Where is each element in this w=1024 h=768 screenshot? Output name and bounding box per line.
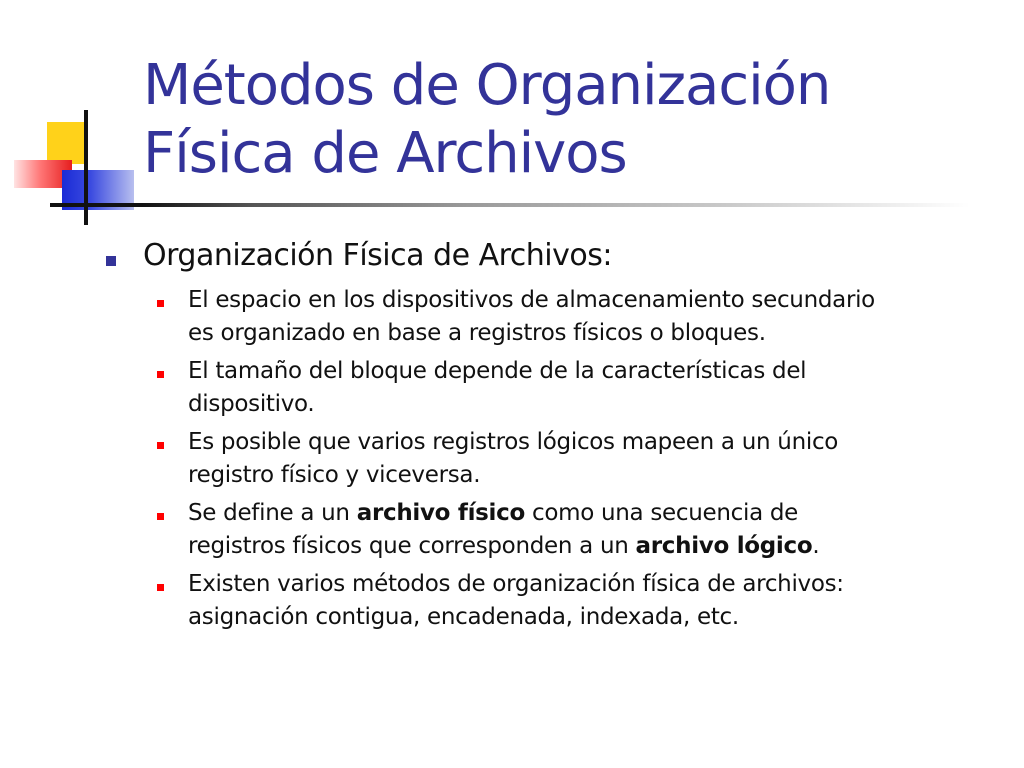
title-divider [50,203,970,207]
item-line [188,530,988,563]
list-item [188,355,988,421]
item-line [188,497,988,530]
item-line: registro físico y viceversa. [188,462,481,488]
item-line: El tamaño del bloque depende de la características del [188,358,807,384]
bold-term-archivo-logico: archivo lógico [635,533,813,559]
level1-bullet [106,256,116,266]
title-line-2: Física de Archivos [143,121,627,186]
item-text: como una secuencia de [524,500,799,526]
item-line: dispositivo. [188,391,315,417]
slide-title [143,52,983,188]
item-line: El espacio en los dispositivos de almacenamiento secundario [188,287,875,313]
title-line-1: Métodos de Organización [143,53,831,118]
level2-bullet [157,371,164,378]
bold-term-archivo-fisico: archivo físico [356,500,525,526]
section-heading: Organización Física de Archivos: [143,238,612,273]
level2-bullet [157,300,164,307]
level2-bullet [157,513,164,520]
item-line: es organizado en base a registros físicos o bloques. [188,320,766,346]
level2-bullet [157,584,164,591]
item-line: asignación contigua, encadenada, indexada, etc. [188,604,739,630]
list-item [188,497,988,563]
bullet-list [188,284,988,639]
list-item [188,568,988,634]
item-text: . [812,533,820,559]
item-text: registros físicos que corresponden a un [188,533,636,559]
list-item [188,426,988,492]
vertical-line [84,110,88,225]
list-item [188,284,988,350]
item-line: Es posible que varios registros lógicos mapeen a un único [188,429,839,455]
yellow-square [47,122,88,164]
item-line: Existen varios métodos de organización física de archivos: [188,571,844,597]
item-text: Se define a un [188,500,357,526]
level2-bullet [157,442,164,449]
